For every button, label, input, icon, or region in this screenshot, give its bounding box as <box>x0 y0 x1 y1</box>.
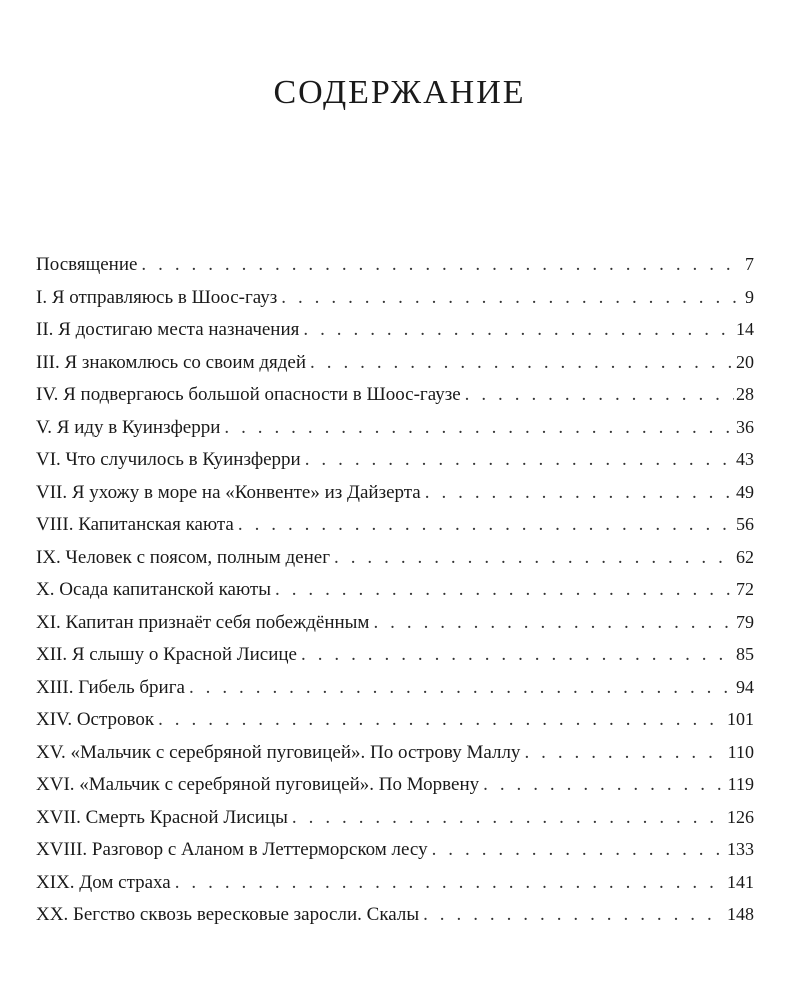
toc-entry <box>36 476 754 509</box>
toc-entry-page: 141 <box>727 871 754 892</box>
dot-leader <box>432 834 725 867</box>
toc-entry-page: 94 <box>736 676 754 697</box>
dot-leader <box>301 639 734 672</box>
toc-entry-title: XI. Капитан признаёт себя побеждённым <box>36 611 370 633</box>
dot-leader <box>483 769 726 802</box>
dot-leader <box>425 477 734 510</box>
toc-entry-page: 101 <box>727 709 754 729</box>
toc-entry-title: IX. Человек с поясом, полным денег <box>36 546 331 568</box>
toc-entry-title: XVII. Смерть Красной Лисицы <box>36 806 288 828</box>
dot-leader <box>238 509 734 542</box>
toc-entry-page: 126 <box>727 806 754 827</box>
toc-entry <box>36 833 754 866</box>
toc-entry-title: XIII. Гибель брига <box>36 676 185 698</box>
toc-entry <box>36 898 754 931</box>
dot-leader <box>224 412 734 445</box>
toc-entry-page: 43 <box>736 449 754 469</box>
dot-leader <box>189 672 734 705</box>
dot-leader <box>141 249 743 282</box>
toc-entry <box>36 378 754 411</box>
dot-leader <box>175 867 725 900</box>
toc-entry <box>36 281 754 314</box>
toc-entry-title: XV. «Мальчик с серебряной пуговицей». По острову Маллу <box>36 741 521 763</box>
toc-entry <box>36 346 754 379</box>
toc-entry-title: I. Я отправляюсь в Шоос-гауз <box>36 286 278 308</box>
toc-entry-page: 28 <box>736 384 754 404</box>
dot-leader <box>334 542 734 575</box>
dot-leader <box>373 607 734 640</box>
toc-entry-page: 79 <box>736 611 754 632</box>
toc-entry-title: XVIII. Разговор с Аланом в Леттерморском лесу <box>36 839 428 860</box>
toc-entry <box>36 541 754 574</box>
dot-leader <box>423 899 725 932</box>
dot-leader <box>281 282 743 315</box>
toc-entry <box>36 866 754 899</box>
toc-entry-title: XX. Бегство сквозь вересковые заросли. Скалы <box>36 904 420 925</box>
toc-entry-title: III. Я знакомлюсь со своим дядей <box>36 351 307 373</box>
dot-leader <box>303 314 734 347</box>
toc-entry <box>36 606 754 639</box>
toc-entry-title: X. Осада капитанской каюты <box>36 579 271 600</box>
dot-leader <box>310 347 734 380</box>
toc-entry-page: 110 <box>727 741 754 762</box>
toc-entry-page: 9 <box>745 286 754 307</box>
toc-entry <box>36 411 754 444</box>
toc-entry <box>36 801 754 834</box>
table-of-contents <box>36 248 754 931</box>
toc-entry-title: XII. Я слышу о Красной Лисице <box>36 644 297 665</box>
toc-entry <box>36 573 754 606</box>
toc-entry-title: VI. Что случилось в Куинзферри <box>36 449 301 470</box>
toc-entry <box>36 671 754 704</box>
toc-entry-title: XIX. Дом страха <box>36 871 171 893</box>
toc-entry <box>36 768 754 801</box>
toc-entry-page: 14 <box>736 319 754 339</box>
toc-entry <box>36 638 754 671</box>
toc-entry <box>36 248 754 281</box>
dot-leader <box>158 704 725 737</box>
toc-entry-title: II. Я достигаю места назначения <box>36 319 300 340</box>
toc-entry <box>36 313 754 346</box>
dot-leader <box>305 444 734 477</box>
page-title: СОДЕРЖАНИЕ <box>273 74 526 111</box>
toc-entry-title: Посвящение <box>36 254 138 275</box>
toc-entry <box>36 703 754 736</box>
toc-entry-page: 119 <box>727 774 754 794</box>
toc-entry-page: 49 <box>736 481 754 502</box>
dot-leader <box>275 574 734 607</box>
toc-entry-page: 62 <box>736 546 754 567</box>
toc-entry-page: 133 <box>727 839 754 859</box>
toc-entry-title: XIV. Островок <box>36 709 155 730</box>
toc-entry-title: VII. Я ухожу в море на «Конвенте» из Дайзерта <box>36 481 421 503</box>
toc-entry-title: VIII. Капитанская каюта <box>36 514 234 535</box>
toc-entry <box>36 443 754 476</box>
toc-entry-page: 36 <box>736 416 754 437</box>
toc-entry-page: 148 <box>727 904 754 924</box>
toc-entry-title: V. Я иду в Куинзферри <box>36 416 221 438</box>
toc-entry <box>36 508 754 541</box>
toc-entry-page: 56 <box>736 514 754 534</box>
toc-entry-page: 7 <box>745 254 754 274</box>
dot-leader <box>465 379 734 412</box>
dot-leader <box>524 737 725 770</box>
toc-entry-title: XVI. «Мальчик с серебряной пуговицей». По Морвену <box>36 774 480 795</box>
toc-entry-page: 85 <box>736 644 754 664</box>
toc-entry-title: IV. Я подвергаюсь большой опасности в Шоос-гаузе <box>36 384 461 405</box>
toc-entry-page: 72 <box>736 579 754 599</box>
toc-entry <box>36 736 754 769</box>
toc-entry-page: 20 <box>736 351 754 372</box>
dot-leader <box>292 802 725 835</box>
